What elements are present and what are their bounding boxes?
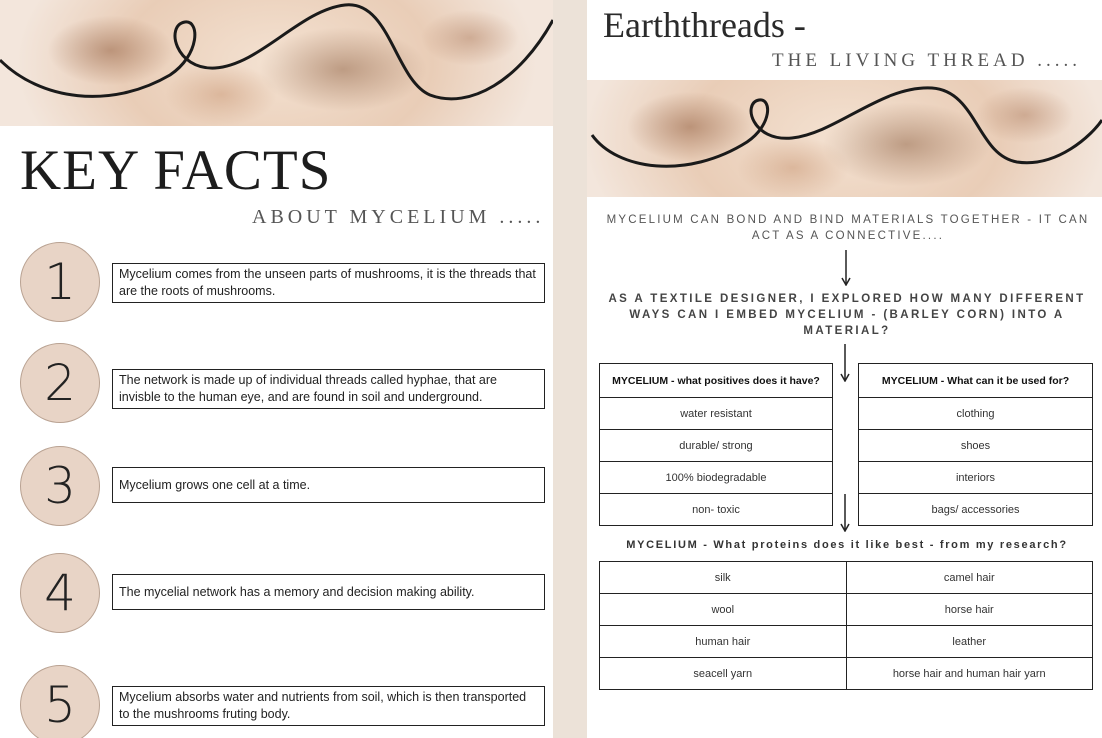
fact-number-1: 1 — [20, 242, 100, 322]
fact-box-4: The mycelial network has a memory and decision making ability. — [112, 574, 545, 610]
page-title: KEY FACTS — [20, 139, 332, 202]
mycelium-photo-banner — [0, 0, 553, 126]
positives-table-header: MYCELIUM - what positives does it have? — [600, 364, 833, 398]
table-cell: leather — [846, 626, 1093, 658]
bond-statement: MYCELIUM CAN BOND AND BIND MATERIALS TOGETHER - IT CAN ACT AS A CONNECTIVE.... — [606, 214, 1090, 242]
proteins-table — [599, 561, 1093, 690]
uses-table — [858, 363, 1093, 526]
table-cell: wool — [600, 594, 847, 626]
table-cell: human hair — [600, 626, 847, 658]
table-cell: silk — [600, 562, 847, 594]
table-cell: bags/ accessories — [859, 494, 1093, 526]
down-arrow-icon — [839, 344, 851, 382]
wave-line-decoration — [587, 80, 1102, 197]
page-gutter — [553, 0, 587, 738]
table-cell: durable/ strong — [600, 430, 833, 462]
page-title: Earththreads - — [603, 5, 806, 45]
table-cell: clothing — [859, 398, 1093, 430]
fact-box-5: Mycelium absorbs water and nutrients from soil, which is then transported to the mushrooms fruting body. — [112, 686, 545, 726]
fact-box-3: Mycelium grows one cell at a time. — [112, 467, 545, 503]
wave-line-decoration — [0, 0, 553, 126]
fact-number-2: 2 — [20, 343, 100, 423]
fact-number-4: 4 — [20, 553, 100, 633]
earththreads-page — [587, 0, 1102, 738]
table-cell: seacell yarn — [600, 658, 847, 690]
page-subtitle: THE LIVING THREAD ..... — [772, 50, 1082, 71]
fact-number-5: 5 — [20, 665, 100, 738]
table-cell: water resistant — [600, 398, 833, 430]
uses-table-header: MYCELIUM - What can it be used for? — [859, 364, 1093, 398]
fact-box-1: Mycelium comes from the unseen parts of mushrooms, it is the threads that are the roots of mushrooms. — [112, 263, 545, 303]
proteins-heading: MYCELIUM - What proteins does it like best - from my research? — [626, 539, 1068, 551]
down-arrow-icon — [840, 250, 852, 286]
table-cell: 100% biodegradable — [600, 462, 833, 494]
mycelium-photo-banner — [587, 80, 1102, 197]
designer-statement: AS A TEXTILE DESIGNER, I EXPLORED HOW MANY DIFFERENT WAYS CAN I EMBED MYCELIUM - (BARLEY CORN) INTO A MATERIAL? — [608, 293, 1086, 337]
table-cell: interiors — [859, 462, 1093, 494]
fact-number-3: 3 — [20, 446, 100, 526]
positives-table — [599, 363, 833, 526]
fact-box-2: The network is made up of individual threads called hyphae, that are invisble to the human eye, and are found in soil and underground. — [112, 369, 545, 409]
table-cell: shoes — [859, 430, 1093, 462]
table-cell: non- toxic — [600, 494, 833, 526]
table-cell: camel hair — [846, 562, 1093, 594]
table-cell: horse hair — [846, 594, 1093, 626]
page-subtitle: ABOUT MYCELIUM ..... — [252, 206, 545, 228]
table-cell: horse hair and human hair yarn — [846, 658, 1093, 690]
down-arrow-icon — [839, 494, 851, 532]
